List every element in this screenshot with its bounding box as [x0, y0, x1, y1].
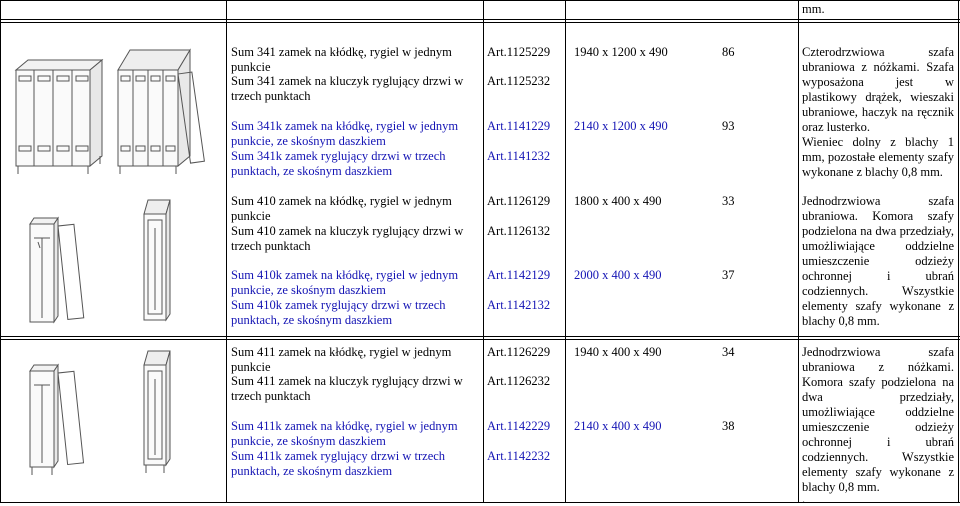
product-image-1door-locker-legs [20, 345, 190, 484]
col-border-right [958, 0, 959, 503]
art-number: Art.1125229 [487, 45, 551, 59]
col-border-weight [798, 0, 799, 503]
table-border-top [0, 0, 960, 1]
weight: 37 [722, 268, 735, 282]
locker-4door-icon [10, 40, 205, 182]
art-number: Art.1142132 [487, 298, 551, 312]
product-image-1door-locker [20, 198, 190, 332]
dimensions: 2140 x 400 x 490 [574, 419, 662, 433]
art-number: Art.1125232 [487, 74, 551, 88]
art-number: Art.1141232 [487, 149, 551, 163]
row-separator-bottom [0, 336, 960, 337]
dimensions: 1800 x 400 x 490 [574, 194, 662, 208]
product-name-sum341k-key: Sum 341k zamek ryglujący drzwi w trzech punktach, ze skośnym daszkiem [231, 149, 446, 178]
dimensions: 2140 x 1200 x 490 [574, 119, 668, 133]
product-name-sum410-key: Sum 410 zamek na kluczyk ryglujący drzwi w trzech punktach [231, 224, 464, 253]
art-number: Art.1126129 [487, 194, 551, 208]
art-number: Art.1142229 [487, 419, 551, 433]
art-number: Art.1126229 [487, 345, 551, 359]
art-number: Art.1126132 [487, 224, 551, 238]
product-name-sum410k-key: Sum 410k zamek ryglujący drzwi w trzech punktach, ze skośnym daszkiem [231, 298, 446, 327]
product-name-sum341-padlock: Sum 341 zamek na kłódkę, rygiel w jednym punkcie [231, 45, 452, 74]
dimensions: 1940 x 1200 x 490 [574, 45, 668, 59]
description-paragraph: . [802, 492, 806, 506]
description-paragraph: Czterodrzwiowa szafa ubraniowa z nóżkami. Szafa wyposażona jest w plastikowy drążek, wieszaki ubraniowe, haczyk na ręcznik oraz lusterko. [802, 45, 954, 134]
dimensions: 2000 x 400 x 490 [574, 268, 662, 282]
product-image-4door-locker [10, 40, 205, 186]
description-paragraph: Wieniec dolny z blachy 1 mm, pozostałe elementy szafy wykonane z blachy 0,8 mm. [802, 135, 954, 179]
art-number: Art.1142129 [487, 268, 551, 282]
dimensions: 1940 x 400 x 490 [574, 345, 662, 359]
product-name-sum411-key: Sum 411 zamek na kluczyk ryglujący drzwi w trzech punktach [231, 374, 463, 403]
col-border-name [483, 0, 484, 503]
weight: 34 [722, 345, 735, 359]
product-name-sum411k-padlock: Sum 411k zamek na kłódkę, rygiel w jednym punkcie, ze skośnym daszkiem [231, 419, 458, 448]
locker-1door-legs-icon [20, 345, 190, 480]
art-number: Art.1141229 [487, 119, 551, 133]
col-border-art [565, 0, 566, 503]
product-name-sum411k-key: Sum 411k zamek ryglujący drzwi w trzech punktach, ze skośnym daszkiem [231, 449, 446, 478]
art-number: Art.1126232 [487, 374, 551, 388]
product-name-sum410-padlock: Sum 410 zamek na kłódkę, rygiel w jednym punkcie [231, 194, 452, 223]
description-row-2 [802, 194, 954, 329]
weight: 33 [722, 194, 735, 208]
product-name-sum410k-padlock: Sum 410k zamek na kłódkę, rygiel w jednym punkcie, ze skośnym daszkiem [231, 268, 459, 297]
col-border-image [226, 0, 227, 503]
description-paragraph: Jednodrzwiowa szafa ubraniowa z nóżkami. Komora szafy podzielona na dwa przedziały, umożliwiające oddzielne umieszczenie odzieży ochronnej i ubrań codziennych. Wszystkie elementy szafy wykonane z blachy 0,8 mm. [802, 345, 954, 494]
description-row-1 [802, 45, 954, 180]
col-border-left [0, 0, 1, 503]
weight: 93 [722, 119, 735, 133]
art-number: Art.1142232 [487, 449, 551, 463]
weight: 38 [722, 419, 735, 433]
product-name-sum341-key: Sum 341 zamek na kluczyk ryglujący drzwi w trzech punktach [231, 74, 464, 103]
row-separator-bottom-2 [0, 339, 960, 340]
description-row-3 [802, 345, 954, 506]
weight: 86 [722, 45, 735, 59]
row-separator-top [0, 19, 960, 20]
locker-1door-icon [20, 198, 190, 328]
product-name-sum341k-padlock: Sum 341k zamek na kłódkę, rygiel w jednym punkcie, ze skośnym daszkiem [231, 119, 459, 148]
top-cell-text: mm. [802, 2, 825, 16]
product-name-sum411-padlock: Sum 411 zamek na kłódkę, rygiel w jednym punkcie [231, 345, 452, 374]
row-separator-top-2 [0, 22, 960, 23]
description-paragraph: Jednodrzwiowa szafa ubraniowa. Komora szafy podzielona na dwa przedziały, umożliwiające oddzielne umieszczenie odzieży ochronnej i ubrań codziennych. Wszystkie elementy szafy wykonane z blachy 0,8 mm. [802, 194, 954, 328]
